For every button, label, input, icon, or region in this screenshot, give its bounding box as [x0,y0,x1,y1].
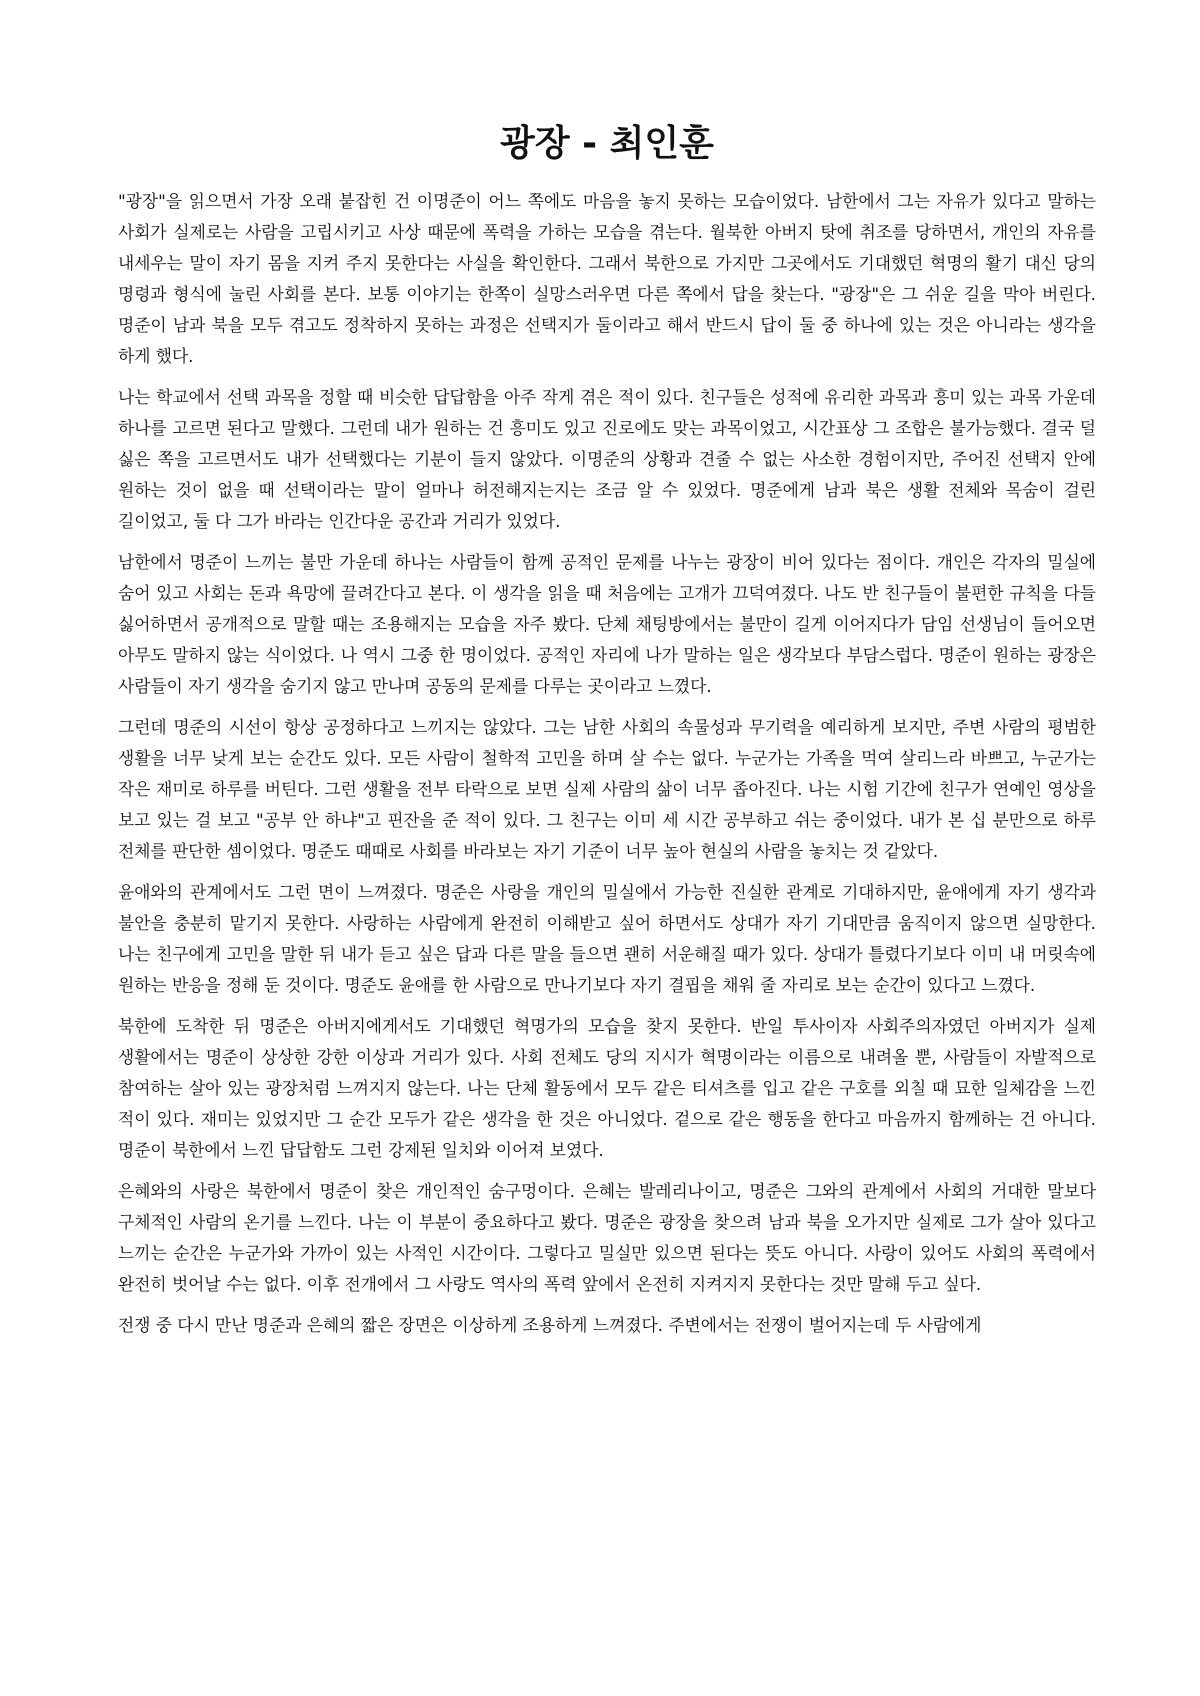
paragraph-3: 남한에서 명준이 느끼는 불만 가운데 하나는 사람들이 함께 공적인 문제를 나누는 광장이 비어 있다는 점이다. 개인은 각자의 밀실에 숨어 있고 사회는 돈과 욕망에 끌려간다고 본다. 이 생각을 읽을 때 처음에는 고개가 끄덕여졌다. 나도 반 친구들이 불편한 규칙을 다들 싫어하면서 공개적으로 말할 때는 조용해지는 모습을 자주 봤다. 단체 채팅방에서는 불만이 길게 이어지다가 담임 선생님이 들어오면 아무도 말하지 않는 식이었다. 나 역시 그중 한 명이었다. 공적인 자리에 나가 말하는 일은 생각보다 부담스럽다. 명준이 원하는 광장은 사람들이 자기 생각을 숨기지 않고 만나며 공동의 문제를 다루는 곳이라고 느꼈다. [118,552,1096,696]
document-page [118,118,1096,1351]
paragraph-2: 나는 학교에서 선택 과목을 정할 때 비슷한 답답함을 아주 작게 겪은 적이 있다. 친구들은 성적에 유리한 과목과 흥미 있는 과목 가운데 하나를 고르면 된다고 말했다. 그런데 내가 원하는 건 흥미도 있고 진로에도 맞는 과목이었고, 시간표상 그 조합은 불가능했다. 결국 덜 싫은 쪽을 고르면서도 내가 선택했다는 기분이 들지 않았다. 이명준의 상황과 견줄 수 없는 사소한 경험이지만, 주어진 선택지 안에 원하는 것이 없을 때 선택이라는 말이 얼마나 허전해지는지는 조금 알 수 있었다. 명준에게 남과 북은 생활 전체와 목숨이 걸린 길이었고, 둘 다 그가 바라는 인간다운 공간과 거리가 있었다. [118,387,1096,531]
document-title: 광장 - 최인훈 [500,123,714,164]
paragraph-8: 전쟁 중 다시 만난 명준과 은혜의 짧은 장면은 이상하게 조용하게 느껴졌다. 주변에서는 전쟁이 벌어지는데 두 사람에게 [118,1315,982,1335]
paragraph-7: 은혜와의 사랑은 북한에서 명준이 찾은 개인적인 숨구멍이다. 은혜는 발레리나이고, 명준은 그와의 관계에서 사회의 거대한 말보다 구체적인 사람의 온기를 느낀다. 나는 이 부분이 중요하다고 봤다. 명준은 광장을 찾으려 남과 북을 오가지만 실제로 그가 살아 있다고 느끼는 순간은 누군가와 가까이 있는 사적인 시간이다. 그렇다고 밀실만 있으면 된다는 뜻도 아니다. 사랑이 있어도 사회의 폭력에서 완전히 벗어날 수는 없다. 이후 전개에서 그 사랑도 역사의 폭력 앞에서 온전히 지켜지지 못한다는 것만 말해 두고 싶다. [118,1181,1096,1294]
paragraph-5: 윤애와의 관계에서도 그런 면이 느껴졌다. 명준은 사랑을 개인의 밀실에서 가능한 진실한 관계로 기대하지만, 윤애에게 자기 생각과 불안을 충분히 맡기지 못한다. 사랑하는 사람에게 완전히 이해받고 싶어 하면서도 상대가 자기 기대만큼 움직이지 않으면 실망한다. 나는 친구에게 고민을 말한 뒤 내가 듣고 싶은 답과 다른 말을 들으면 괜히 서운해질 때가 있다. 상대가 틀렸다기보다 이미 내 머릿속에 원하는 반응을 정해 둔 것이다. 명준도 윤애를 한 사람으로 만나기보다 자기 결핍을 채워 줄 자리로 보는 순간이 있다고 느꼈다. [118,882,1096,995]
paragraph-6: 북한에 도착한 뒤 명준은 아버지에게서도 기대했던 혁명가의 모습을 찾지 못한다. 반일 투사이자 사회주의자였던 아버지가 실제 생활에서는 명준이 상상한 강한 이상과 거리가 있다. 사회 전체도 당의 지시가 혁명이라는 이름으로 내려올 뿐, 사람들이 자발적으로 참여하는 살아 있는 광장처럼 느껴지지 않는다. 나는 단체 활동에서 모두 같은 티셔츠를 입고 같은 구호를 외칠 때 묘한 일체감을 느낀 적이 있다. 재미는 있었지만 그 순간 모두가 같은 생각을 한 것은 아니었다. 겉으로 같은 행동을 한다고 마음까지 함께하는 건 아니다. 명준이 북한에서 느낀 답답함도 그런 강제된 일치와 이어져 보였다. [118,1016,1096,1160]
paragraph-1: "광장"을 읽으면서 가장 오래 붙잡힌 건 이명준이 어느 쪽에도 마음을 놓지 못하는 모습이었다. 남한에서 그는 자유가 있다고 말하는 사회가 실제로는 사람을 고립시키고 사상 때문에 폭력을 가하는 모습을 겪는다. 월북한 아버지 탓에 취조를 당하면서, 개인의 자유를 내세우는 말이 자기 몸을 지켜 주지 못한다는 사실을 확인한다. 그래서 북한으로 가지만 그곳에서도 기대했던 혁명의 활기 대신 당의 명령과 형식에 눌린 사회를 본다. 보통 이야기는 한쪽이 실망스러우면 다른 쪽에서 답을 찾는다. "광장"은 그 쉬운 길을 막아 버린다. 명준이 남과 북을 모두 겪고도 정착하지 못하는 과정은 선택지가 둘이라고 해서 반드시 답이 둘 중 하나에 있는 것은 아니라는 생각을 하게 했다. [118,191,1096,366]
paragraph-4: 그런데 명준의 시선이 항상 공정하다고 느끼지는 않았다. 그는 남한 사회의 속물성과 무기력을 예리하게 보지만, 주변 사람의 평범한 생활을 너무 낮게 보는 순간도 있다. 모든 사람이 철학적 고민을 하며 살 수는 없다. 누군가는 가족을 먹여 살리느라 바쁘고, 누군가는 작은 재미로 하루를 버틴다. 그런 생활을 전부 타락으로 보면 실제 사람의 삶이 너무 좁아진다. 나는 시험 기간에 친구가 연예인 영상을 보고 있는 걸 보고 "공부 안 하냐"고 핀잔을 준 적이 있다. 그 친구는 이미 세 시간 공부하고 쉬는 중이었다. 내가 본 십 분만으로 하루 전체를 판단한 셈이었다. 명준도 때때로 사회를 바라보는 자기 기준이 너무 높아 현실의 사람을 놓치는 것 같았다. [118,717,1096,861]
